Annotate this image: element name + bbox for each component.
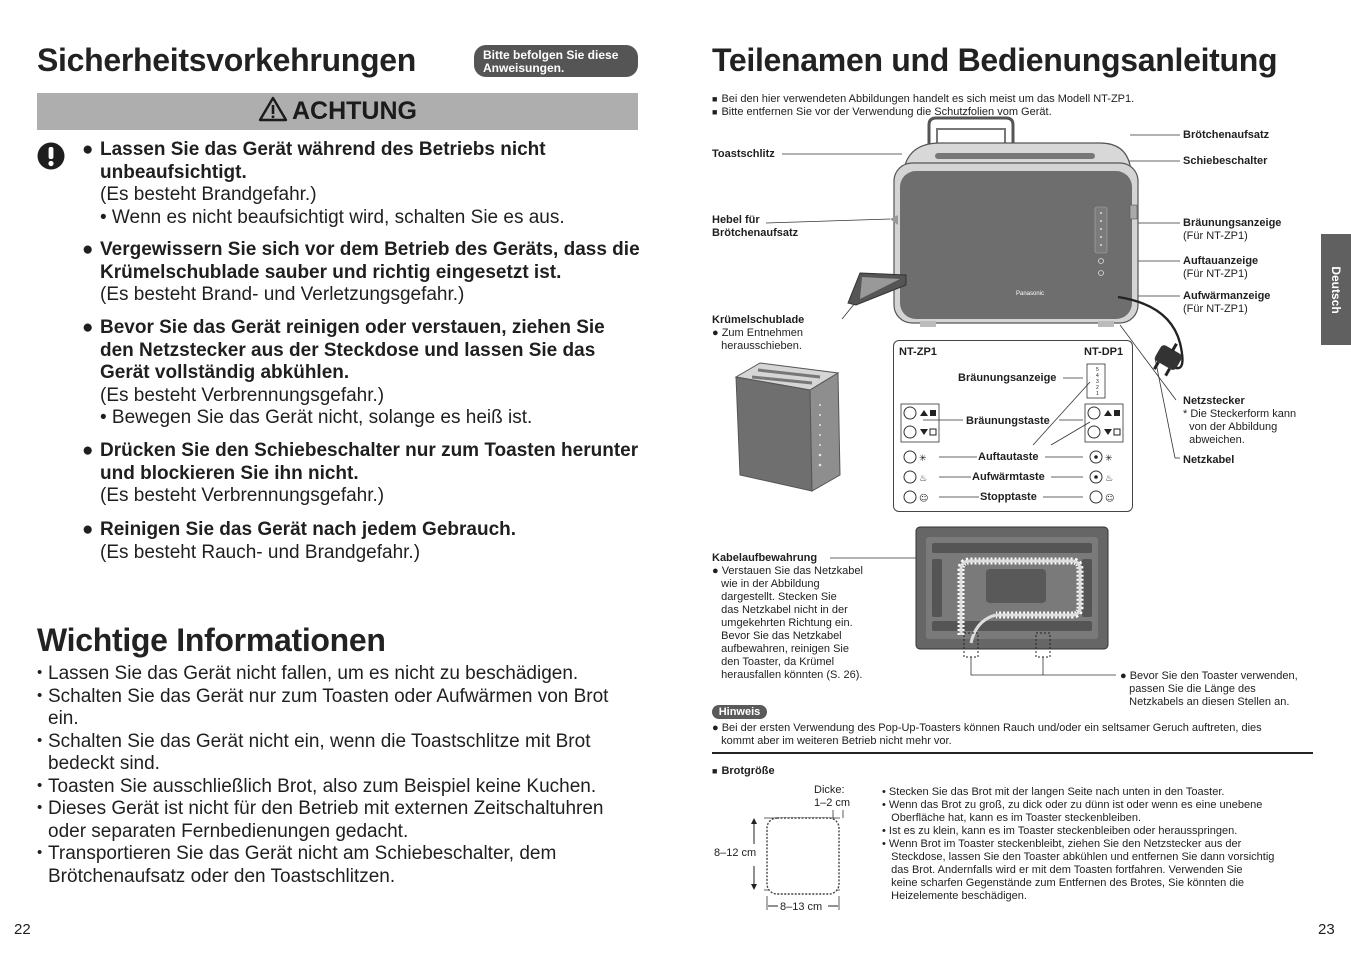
panel-braeunungstaste: Bräunungstaste <box>966 415 1050 427</box>
bullet-dot-icon: ● <box>82 239 94 260</box>
badge-text: Bitte befolgen Sie diese Anweisungen. <box>483 48 619 75</box>
hinweis-badge: Hinweis <box>712 705 767 719</box>
hinweis-text: ● Bei der ersten Verwendung des Pop-Up-Toasters können Rauch und/oder ein seltsamer Geruch auftreten, dies kommt aber im weiteren Betrieb nicht mehr vor. <box>712 722 1262 747</box>
svg-text:3: 3 <box>1096 379 1099 385</box>
bread-size-diagram <box>740 808 850 912</box>
caution-note: (Es besteht Verbrennungsgefahr.) <box>100 384 385 406</box>
warning-icon <box>258 96 288 122</box>
follow-instructions-badge <box>474 45 638 77</box>
panel-model-zp1: NT-ZP1 <box>899 346 937 358</box>
cable-storage-illustration <box>826 525 1116 685</box>
kabelaufbewahrung-section: Kabelaufbewahrung ● Verstauen Sie das Netzkabel wie in der Abbildung dargestellt. Stecken Sie das Netzkabel nicht in der umgekehrten Richtung ein. Bevor Sie das Netzkabel aufbewahren, reinigen Sie den Toaster, da Krümel herausfallen könnten (S. 26). <box>712 552 863 681</box>
page-title-important-info: Wichtige Informationen <box>37 622 386 658</box>
note-item: ■ Bitte entfernen Sie vor der Verwendung die Schutzfolien vom Gerät. <box>712 106 1052 119</box>
page-number-right: 23 <box>1318 921 1335 938</box>
caution-item <box>82 440 642 508</box>
page-number-left: 22 <box>14 921 31 938</box>
caution-note: (Es besteht Brand- und Verletzungsgefahr.) <box>100 284 465 305</box>
page-title-safety: Sicherheitsvorkehrungen <box>37 42 416 78</box>
banner-label: ACHTUNG <box>292 97 417 125</box>
caution-item <box>82 139 642 229</box>
panel-aufwaermtaste: Aufwärmtaste <box>972 471 1045 483</box>
bread-width-label: 8–13 cm <box>780 901 823 913</box>
brand-logo: Panasonic <box>1016 291 1045 297</box>
list-item: • Lassen Sie das Gerät nicht fallen, um es nicht zu beschädigen. <box>37 663 617 686</box>
list-item: • Toasten Sie ausschließlich Brot, also zum Beispiel keine Kuchen. <box>37 776 617 799</box>
achtung-banner <box>37 93 638 130</box>
panel-auftautaste: Auftautaste <box>978 451 1039 463</box>
svg-text:✳: ✳ <box>919 454 927 464</box>
svg-text:5: 5 <box>1096 367 1099 373</box>
panel-model-dp1: NT-DP1 <box>1084 346 1124 358</box>
caution-heading: Reinigen Sie das Gerät nach jedem Gebrauch. <box>100 519 517 540</box>
list-item: • Schalten Sie das Gerät nur zum Toasten oder Aufwärmen von Brot ein. <box>37 686 617 731</box>
list-item: • Dieses Gerät ist nicht für den Betrieb mit externen Zeitschaltuhren oder separaten Fernbedienungen gedacht. <box>37 798 617 843</box>
svg-text:1: 1 <box>1096 391 1099 397</box>
note-item: ■ Bei den hier verwendeten Abbildungen handelt es sich meist um das Modell NT-ZP1. <box>712 93 1134 106</box>
svg-text:☺: ☺ <box>1105 494 1115 504</box>
caution-heading: Lassen Sie das Gerät während des Betriebs nicht unbeaufsichtigt. <box>100 139 546 183</box>
important-info-list <box>37 663 617 888</box>
label-kruemelschublade: Krümelschublade ● Zum Entnehmen herausschieben. <box>712 314 805 352</box>
caution-heading: Vergewissern Sie sich vor dem Betrieb des Geräts, dass die Krümelschublade sauber und richtig eingesetzt ist. <box>100 239 640 283</box>
bullet-dot-icon: ● <box>82 519 94 540</box>
svg-text:✳: ✳ <box>1105 454 1113 464</box>
bullet-dot-icon: ● <box>82 317 94 338</box>
label-aufwaermanzeige: Aufwärmanzeige (Für NT-ZP1) <box>1183 290 1271 315</box>
caution-heading: Bevor Sie das Gerät reinigen oder verstauen, ziehen Sie den Netzstecker aus der Steckdose und lassen Sie das Gerät vollständig abkühlen. <box>100 317 605 383</box>
panel-braeunungsanzeige: Bräunungsanzeige <box>958 372 1057 384</box>
label-auftauanzeige: Auftauanzeige (Für NT-ZP1) <box>1183 255 1259 280</box>
caution-heading: Drücken Sie den Schiebeschalter nur zum Toasten herunter und blockieren Sie ihn nicht. <box>100 440 639 484</box>
prohibition-icon <box>37 142 65 170</box>
caution-note: (Es besteht Verbrennungsgefahr.) <box>100 485 385 506</box>
label-netzkabel: Netzkabel <box>1183 454 1235 466</box>
caution-note: (Es besteht Rauch- und Brandgefahr.) <box>100 541 421 563</box>
svg-text:♨: ♨ <box>1105 474 1114 484</box>
svg-text:4: 4 <box>1096 373 1099 379</box>
caution-note: (Es besteht Brandgefahr.) <box>100 184 317 205</box>
bread-height-label: 8–12 cm <box>714 847 757 859</box>
label-schiebeschalter: Schiebeschalter <box>1183 155 1268 167</box>
svg-text:2: 2 <box>1096 385 1099 391</box>
list-item: • Schalten Sie das Gerät nicht ein, wenn die Toastschlitze mit Brot bedeckt sind. <box>37 731 617 776</box>
panel-stopptaste: Stopptaste <box>980 491 1037 503</box>
caution-note: • Wenn es nicht beaufsichtigt wird, schalten Sie es aus. <box>100 206 565 228</box>
label-netzstecker: Netzstecker * Die Steckerform kann von der Abbildung abweichen. <box>1183 395 1297 446</box>
caution-item <box>82 519 642 564</box>
control-panel-graphics <box>893 340 1133 512</box>
caution-item <box>82 317 642 430</box>
bread-thickness-label: Dicke: 1–2 cm <box>814 784 851 809</box>
brotgroesse-title: ■ Brotgröße <box>712 765 775 778</box>
brot-instructions: • Stecken Sie das Brot mit der langen Seite nach unten in den Toaster. • Wenn das Brot zu groß, zu dick oder zu dünn ist oder wenn es eine unebene Oberfläche hat, kann es im Toaster steckenbleiben. • Ist es zu klein, kann es im Toaster steckenbleiben oder herausspringen. • Wenn Brot im Toaster steckenbleibt, ziehen Sie den Netzstecker aus der Steckdose, lassen Sie den Toaster abkühlen und entfernen Sie dann vorsichtig das Brot. Andernfalls wird er mit dem Toasten fortfahren. Verwenden Sie keine scharfen Gegenstände zum Entfernen des Brotes, Sie könnten die Heizelemente beschädigen. <box>882 786 1275 902</box>
svg-text:♨: ♨ <box>919 474 928 484</box>
page-title-parts: Teilenamen und Bedienungsanleitung <box>712 42 1278 78</box>
language-tab-label: Deutsch <box>1329 265 1343 314</box>
label-hebel: Hebel für Brötchenaufsatz <box>712 214 799 239</box>
bullet-dot-icon: ● <box>82 139 94 160</box>
cable-length-note: ● Bevor Sie den Toaster verwenden, passen Sie die Länge des Netzkabels an diesen Stellen an. <box>1120 670 1298 708</box>
caution-item <box>82 239 642 307</box>
label-toastschlitz: Toastschlitz <box>712 148 775 160</box>
section-divider <box>712 752 1313 754</box>
label-broetchenaufsatz: Brötchenaufsatz <box>1183 129 1270 141</box>
caution-note: • Bewegen Sie das Gerät nicht, solange es heiß ist. <box>100 407 533 428</box>
svg-text:☺: ☺ <box>919 494 929 504</box>
list-item: • Transportieren Sie das Gerät nicht am Schiebeschalter, dem Brötchenaufsatz oder den Toastschlitzen. <box>37 843 617 888</box>
bullet-dot-icon: ● <box>82 440 94 461</box>
label-braeunungsanzeige: Bräunungsanzeige (Für NT-ZP1) <box>1183 217 1282 242</box>
